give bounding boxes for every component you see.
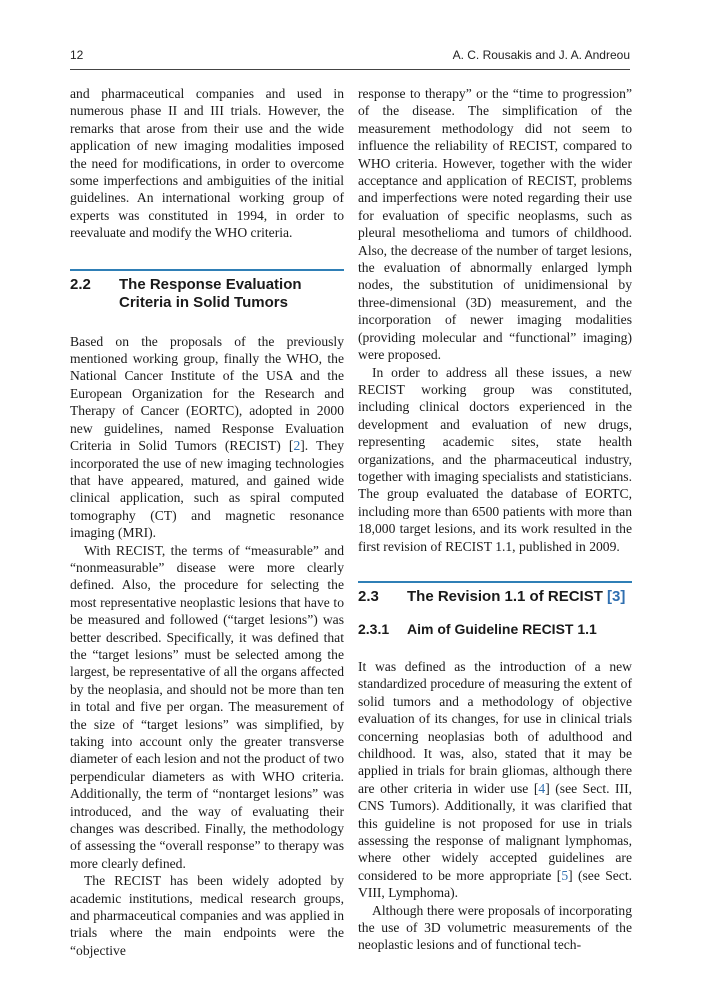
- paragraph: The RECIST has been widely adopted by academic institutions, medical research groups, and pharmaceutical companies and was applied in trials where the main endpoints were the “objective: [70, 873, 344, 958]
- citation-link[interactable]: [3]: [607, 587, 626, 605]
- page-number: 12: [70, 48, 84, 62]
- header-rule: [70, 69, 630, 70]
- citation-link[interactable]: 2: [293, 438, 301, 454]
- paragraph: With RECIST, the terms of “measurable” and “nonmeasurable” disease were more clearly defined. Also, the procedure for selecting the most representative neoplastic lesions that have to be measured and followed (“target lesions”) was better described. Specifically, it was defined that the “target lesions” must be selected among the largest, be representative of all the organs affected by the neoplasia, and should not be more than ten in total and five per organ. The measurement of the size of “target lesions” was simplified, by taking into account only the greater transverse diameter of each lesion and not the product of two perpendicular diameters as with WHO criteria. Additionally, the term of “nontarget lesions” was introduced, and the way of evaluating their changes was described. Finally, the methodology of assessing the “overall response” to therapy was more clearly defined.: [70, 542, 344, 871]
- paragraph: Based on the proposals of the previously mentioned working group, finally the WHO, the National Cancer Institute of the USA and the European Organization for the Research and Therapy of Cancer (EORTC), adopted in 2000 new guidelines, named Response Evaluation Criteria in Solid Tumors (RECIST) [2]. They incorporated the use of new imaging technologies that have appeared, matured, and gained wide clinical application, such as spiral computed tomography (CT) and magnetic resonance imaging (MRI).: [70, 333, 344, 541]
- section-heading-2-2: [70, 269, 344, 312]
- running-head: [70, 48, 630, 64]
- section-number: 2.3: [358, 587, 379, 605]
- citation-link[interactable]: 5: [561, 867, 569, 883]
- subsection-number: 2.3.1: [358, 620, 390, 637]
- paragraph: It was defined as the introduction of a new standardized procedure of measuring the extent of solid tumors and a methodology of objective evaluation of its changes, for use in clinical trials concerning neoplasias both of adulthood and childhood. It was, also, stated that it may be applied in trials for brain gliomas, although there are other criteria in wider use [4] (see Sect. III, CNS Tumors). Additionally, it was clarified that this guideline is not proposed for use in trials assessing the response of malignant lymphomas, where other widely accepted guidelines are considered to be more appropriate [5] (see Sect. VIII, Lymphoma).: [358, 658, 633, 901]
- citation-link[interactable]: 4: [538, 780, 546, 796]
- section-number: 2.2: [70, 275, 91, 293]
- section-heading-2-3: [358, 581, 632, 606]
- paragraph: and pharmaceutical companies and used in numerous phase II and III trials. However, the remarks that arose from their use and the wide application of new imaging modalities imposed the need for modifications, in order to overcome some imperfections and ambiguities of the initial guidelines. An international working group of experts was constituted in 1994, in order to reevaluate and modify the WHO criteria.: [70, 86, 344, 241]
- running-head-authors: A. C. Rousakis and J. A. Andreou: [452, 48, 630, 62]
- left-column: [70, 85, 344, 959]
- subsection-heading-2-3-1: [358, 620, 632, 638]
- paragraph: response to therapy” or the “time to progression” of the disease. The simplification of the measurement methodology did not seem to influence the reliability of RECIST, compared to WHO criteria. However, together with the wider acceptance and application of RECIST, problems and imperfections were noted regarding their use for evaluation of specific neoplasms, such as pleural mesothelioma and tumors of childhood. Also, the decrease of the number of target lesions, the evaluation of abnormally enlarged lymph nodes, the substitution of unidimensional by three-dimensional (3D) measurement, and the incorporation of newer imaging modalities (providing molecular and “functional” imaging) were proposed.: [358, 86, 632, 363]
- subsection-title: Aim of Guideline RECIST 1.1: [407, 620, 597, 637]
- paragraph: In order to address all these issues, a new RECIST working group was constituted, including clinical doctors experienced in the development and evaluation of new drugs, representing academic sites, state health organizations, and the pharmaceutical industry, together with imaging specialists and statisticians. The group evaluated the database of EORTC, including more than 6500 patients with more than 18,000 target lesions, and its work resulted in the first revision of RECIST 1.1, published in 2009.: [358, 364, 632, 554]
- right-column: [358, 85, 632, 954]
- section-title: The Response Evaluation Criteria in Solid Tumors: [119, 275, 302, 311]
- section-title: The Revision 1.1 of RECIST: [407, 587, 603, 605]
- paragraph: Although there were proposals of incorporating the use of 3D volumetric measurements of the neoplastic lesions and of functional tech-: [358, 902, 632, 953]
